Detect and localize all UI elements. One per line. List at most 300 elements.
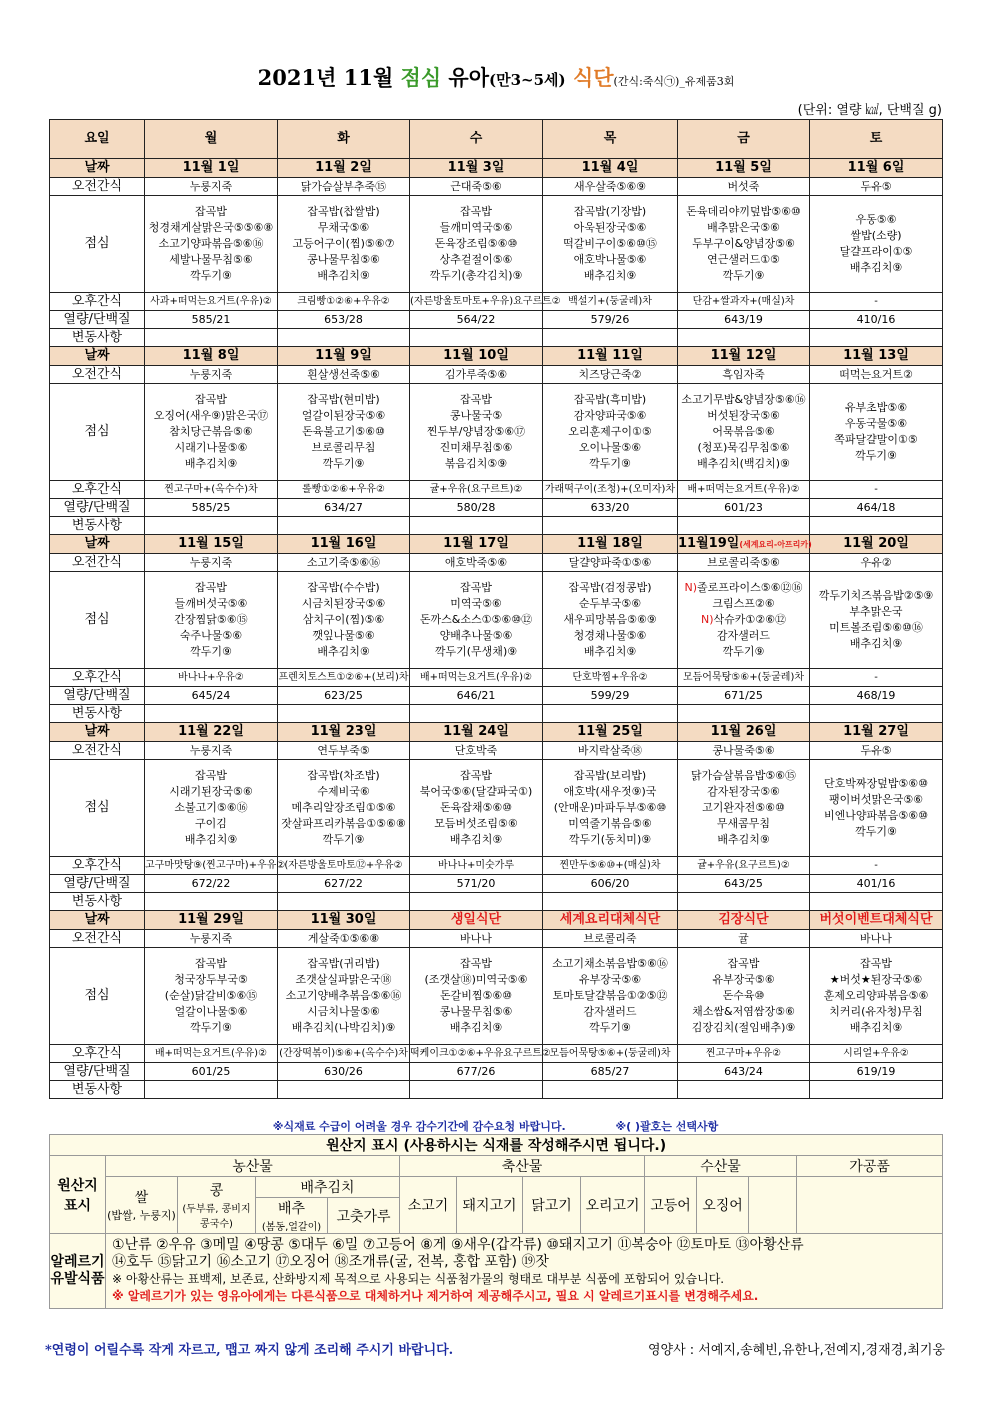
kcal-row — [50, 499, 943, 517]
lunch-item: 시래기나물⑤⑥ — [174, 441, 248, 454]
date-text: 11월 24일 — [443, 724, 509, 739]
lunch-item: 감자샐러드 — [716, 629, 771, 642]
kcal-cell: 606/20 — [543, 875, 678, 893]
pm-snack-cell: 찐고구마+(옥수수)차 — [145, 481, 278, 499]
am-snack-cell: 애호박죽⑤⑥ — [410, 554, 543, 572]
lunch-item: 무새콤무침 — [716, 817, 771, 830]
am-snack-cell: 누룽지죽 — [145, 742, 278, 760]
chg-label: 변동사항 — [50, 329, 145, 347]
lunch-item: 팽이버섯맑은국⑤⑥ — [828, 793, 924, 806]
lunch-item: 얼갈이된장국⑤⑥ — [301, 409, 386, 422]
lunch-item: 깍두기⑨ — [589, 457, 631, 470]
date-cell — [145, 723, 278, 742]
lunch-item: 잡곡밥(보리밥) — [573, 769, 647, 782]
am-snack-cell: 소고기죽⑤⑥⑯ — [278, 554, 410, 572]
lunch-item: 수제비국⑥ — [317, 785, 370, 798]
am-snack-cell: 귤 — [678, 930, 810, 948]
rice-cell: 쌀 (밥쌀, 누룽지) — [106, 1177, 178, 1234]
pm-snack-cell: 바나나+우유② — [145, 669, 278, 687]
am-snack-cell: 콩나물죽⑤⑥ — [678, 742, 810, 760]
lunch-item: 배추김치⑨ — [317, 645, 370, 658]
lunch-item: (청포)묵김무침⑤⑥ — [697, 441, 790, 454]
lunch-cell — [810, 196, 943, 293]
lunch-cell — [810, 760, 943, 857]
pm-row — [50, 857, 943, 875]
lunch-cell — [410, 572, 543, 669]
meat-chicken: 닭고기 — [523, 1177, 581, 1234]
lunch-item: 유부장국⑤⑥ — [578, 973, 642, 986]
lunch-item: 잡곡밥 — [860, 957, 892, 970]
lunch-item: 깍두기(동치미)⑨ — [568, 833, 652, 846]
pm-row — [50, 1045, 943, 1063]
date-text: 11월 2일 — [315, 160, 372, 175]
lunch-item: 애호박나물⑤⑥ — [573, 253, 647, 266]
lunch-item: 돈육불고기⑤⑥⑩ — [302, 425, 385, 438]
lunch-label: 점심 — [50, 948, 145, 1045]
date-cell — [810, 911, 943, 930]
lunch-item: 무채국⑤⑥ — [317, 221, 370, 234]
am-snack-cell: 누룽지죽 — [145, 930, 278, 948]
lunch-cell — [543, 948, 678, 1045]
kcal-cell: 464/18 — [810, 499, 943, 517]
lunch-item: N)졸로프라이스⑤⑥⑫⑯ — [684, 581, 803, 594]
chg-label: 변동사항 — [50, 893, 145, 911]
kcal-cell: 585/25 — [145, 499, 278, 517]
lunch-item: 깍두기⑨ — [589, 1021, 631, 1034]
kcal-cell: 623/25 — [278, 687, 410, 705]
fish-squid: 오징어 — [697, 1177, 749, 1234]
date-cell — [278, 159, 410, 178]
lunch-item: 들깨버섯국⑤⑥ — [174, 597, 248, 610]
pm-snack-cell: 바나나+미숫가루 — [410, 857, 543, 875]
am-snack-cell: 바지락살죽⑱ — [543, 742, 678, 760]
lunch-item: 잡곡밥(수수밥) — [307, 581, 380, 594]
lunch-item: 깍두기치즈볶음밥②⑤⑨ — [818, 589, 934, 602]
lunch-item: 돈육데리야끼덮밥⑤⑥⑩ — [686, 205, 801, 218]
lunch-label: 점심 — [50, 196, 145, 293]
lunch-item: 참치당근볶음⑤⑥ — [169, 425, 253, 438]
lunch-item: 토마토달걀볶음①②⑤⑫ — [552, 989, 668, 1002]
date-cell — [145, 535, 278, 554]
lunch-item: 메추리알장조림①⑤⑥ — [291, 801, 396, 814]
lunch-item: 돈육잡채⑤⑥⑩ — [439, 801, 513, 814]
date-cell — [678, 911, 810, 930]
pm-snack-cell: 사과+떠먹는요거트(우유)② — [145, 293, 278, 311]
kcal-label: 열량/단백질 — [50, 687, 145, 705]
kcal-label: 열량/단백질 — [50, 1063, 145, 1081]
lunch-item: (조갯살⑱)미역국⑤⑥ — [424, 973, 528, 986]
changes-cell — [810, 517, 943, 535]
date-text: 11월 4일 — [581, 160, 639, 175]
pm-snack-cell: 배+떠먹는요거트(우유)② — [410, 669, 543, 687]
pm-snack-cell: 모듬어묵탕⑤⑥+(둥굴레)차 — [543, 1045, 678, 1063]
chg-label: 변동사항 — [50, 705, 145, 723]
date-cell — [410, 723, 543, 742]
lunch-item: 배추김치⑨ — [449, 833, 503, 846]
am-snack-cell: 우유② — [810, 554, 943, 572]
lunch-label: 점심 — [50, 384, 145, 481]
kcal-cell: 633/20 — [543, 499, 678, 517]
am-label: 오전간식 — [50, 366, 145, 384]
date-cell — [278, 347, 410, 366]
header-1: 월 — [145, 120, 278, 159]
pm-snack-cell: 배+떠먹는요거트(우유)② — [145, 1045, 278, 1063]
lunch-item: 돈까스&소스①⑤⑥⑩⑫ — [419, 613, 533, 626]
kcal-cell: 653/28 — [278, 311, 410, 329]
kcal-cell: 643/19 — [678, 311, 810, 329]
lunch-item: 연근샐러드①⑤ — [707, 253, 780, 266]
pm-row — [50, 481, 943, 499]
lunch-item: 감자샐러드 — [583, 1005, 637, 1018]
lunch-label: 점심 — [50, 760, 145, 857]
date-text: 11월 15일 — [178, 536, 244, 551]
lunch-item: 배추김치⑨ — [184, 457, 238, 470]
lunch-item: 깍두기⑨ — [855, 449, 897, 462]
lunch-item: 깍두기⑨ — [190, 269, 232, 282]
origin-label: 원산지 표시 — [50, 1156, 106, 1234]
meat-beef: 소고기 — [400, 1177, 457, 1234]
date-text: 11월 6일 — [847, 160, 905, 175]
date-text: 11월 29일 — [178, 912, 244, 927]
date-text: 11월 20일 — [843, 536, 909, 551]
date-label: 날짜 — [50, 347, 145, 366]
lunch-item: 훈제오리양파볶음⑤⑥ — [823, 989, 929, 1002]
changes-cell — [810, 893, 943, 911]
lunch-item: 잡곡밥(기장밥) — [573, 205, 647, 218]
lunch-item: 미역국⑤⑥ — [450, 597, 502, 610]
header-4: 목 — [543, 120, 678, 159]
kcal-cell: 410/16 — [810, 311, 943, 329]
pm-snack-cell: (자른방울토마토⑫+우유② — [278, 857, 410, 875]
lunch-item: 구이김 — [195, 817, 227, 830]
am-label: 오전간식 — [50, 554, 145, 572]
chg-label: 변동사항 — [50, 1081, 145, 1099]
lunch-item: N)삭슈카①②⑥⑫ — [701, 613, 786, 626]
date-text: 11월 22일 — [178, 724, 244, 739]
lunch-cell — [145, 948, 278, 1045]
date-label: 날짜 — [50, 159, 145, 178]
lunch-item: 치커리(유자청)무침 — [829, 1005, 923, 1018]
lunch-item: 잡곡밥(현미밥) — [307, 393, 380, 406]
date-cell — [278, 535, 410, 554]
lunch-item: ★버섯★된장국⑤⑥ — [829, 973, 923, 986]
date-row — [50, 911, 943, 930]
lunch-cell — [278, 572, 410, 669]
lunch-item: 잡곡밥(찹쌀밥) — [307, 205, 380, 218]
kcal-cell: 643/24 — [678, 1063, 810, 1081]
chg-label: 변동사항 — [50, 517, 145, 535]
pm-snack-cell: 단감+쌀과자+(매실)차 — [678, 293, 810, 311]
changes-cell — [543, 705, 678, 723]
kcal-cell: 672/22 — [145, 875, 278, 893]
chg-row — [50, 517, 943, 535]
lunch-item: 깍두기(무생채)⑨ — [434, 645, 518, 658]
kimchi-cell: 배추김치 — [256, 1177, 400, 1198]
kcal-label: 열량/단백질 — [50, 311, 145, 329]
changes-cell — [543, 329, 678, 347]
am-snack-cell: 두유⑤ — [810, 742, 943, 760]
allergy-label: 알레르기유발식품 — [50, 1234, 106, 1309]
changes-cell — [678, 705, 810, 723]
lunch-cell — [543, 196, 678, 293]
changes-cell — [810, 329, 943, 347]
am-row — [50, 366, 943, 384]
lunch-item: 잡곡밥 — [460, 769, 492, 782]
lunch-cell — [410, 384, 543, 481]
am-snack-cell: 치즈당근죽② — [543, 366, 678, 384]
kcal-label: 열량/단백질 — [50, 875, 145, 893]
lunch-cell — [145, 572, 278, 669]
changes-cell — [678, 329, 810, 347]
lunch-item: 깍두기⑨ — [722, 269, 765, 282]
pm-label: 오후간식 — [50, 1045, 145, 1063]
allergy-list: ①난류 ②우유 ③메밀 ④땅콩 ⑤대두 ⑥밀 ⑦고등어 ⑧게 ⑨새우(갑각류) ⑩돼지고기 ⑪복숭아 ⑫토마토 ⑬아황산류 ⑭호두 ⑮닭고기 ⑯소고기 ⑰오징어 ⑱조개류(굴, 전복, 홍합 포함) ⑲잣 ※ 아황산류는 표백제, 보존료, 산화방지제 목적으로 사용되는 식품첨가물의 형태로 대부분 식품에 포함되어 있습니다. ※ 알레르기가 있는 영유아에게는 다른식품으로 대체하거나 제거하여 제공해주시고, 필요 시 알레르기표시를 변경해주세요. — [106, 1234, 943, 1309]
lunch-cell — [410, 196, 543, 293]
lunch-cell — [678, 196, 810, 293]
meat-pork: 돼지고기 — [457, 1177, 523, 1234]
lunch-item: 쪽파달걀말이①⑤ — [834, 433, 918, 446]
changes-cell — [410, 329, 543, 347]
kcal-cell: 643/25 — [678, 875, 810, 893]
lunch-item: 볶음김치⑤⑨ — [444, 457, 508, 470]
lunch-item: 시래기된장국⑤⑥ — [169, 785, 253, 798]
header-3: 수 — [410, 120, 543, 159]
lunch-cell — [145, 760, 278, 857]
lunch-item: 단호박짜장덮밥⑤⑥⑩ — [824, 777, 928, 790]
lunch-item: 콩나물무침⑤⑥ — [439, 1005, 513, 1018]
changes-cell — [145, 893, 278, 911]
lunch-item: 깍두기⑨ — [190, 1021, 232, 1034]
lunch-item: 배추김치⑨ — [583, 269, 637, 282]
lunch-item: 배추김치(백김치)⑨ — [697, 457, 790, 470]
changes-cell — [278, 517, 410, 535]
date-cell — [145, 347, 278, 366]
lunch-item: 배추맑은국⑤⑥ — [707, 221, 780, 234]
kcal-cell: 579/26 — [543, 311, 678, 329]
lunch-item: 세발나물무침⑤⑥ — [169, 253, 253, 266]
lunch-item: 잡곡밥 — [195, 957, 227, 970]
pm-snack-cell: - — [810, 293, 943, 311]
lunch-item: 쌀밥(소량) — [850, 229, 902, 242]
am-snack-cell: 새우살죽⑤⑥⑨ — [543, 178, 678, 196]
pm-snack-cell: 모듬어묵탕⑤⑥+(둥굴레)차 — [678, 669, 810, 687]
lunch-item: 콩나물무침⑤⑥ — [307, 253, 380, 266]
kcal-row — [50, 1063, 943, 1081]
lunch-item: 배추김치⑨ — [849, 261, 903, 274]
date-cell — [145, 159, 278, 178]
lunch-item: 소고기채소볶음밥⑤⑥⑯ — [552, 957, 668, 970]
lunch-item: 잡곡밥 — [195, 581, 227, 594]
lunch-item: 우동⑤⑥ — [855, 213, 897, 226]
lunch-cell — [145, 196, 278, 293]
lunch-item: 부추맑은국 — [849, 605, 903, 618]
am-snack-cell: 게살죽①⑤⑥⑧ — [278, 930, 410, 948]
pm-row — [50, 293, 943, 311]
date-row — [50, 535, 943, 554]
lunch-item: 떡갈비구이⑤⑥⑩⑮ — [563, 237, 657, 250]
date-text: 11월 9일 — [315, 348, 372, 363]
lunch-label: 점심 — [50, 572, 145, 669]
kcal-cell: 599/29 — [543, 687, 678, 705]
lunch-item: 배추김치⑨ — [449, 1021, 503, 1034]
lunch-item: 오이나물⑤⑥ — [578, 441, 642, 454]
lunch-item: 찐두부/양념장⑤⑥⑰ — [426, 425, 526, 438]
date-cell — [810, 347, 943, 366]
lunch-item: 배추김치⑨ — [317, 269, 370, 282]
lunch-item: 잡곡밥 — [727, 957, 760, 970]
pm-snack-cell: 롤빵①②⑥+우유② — [278, 481, 410, 499]
kcal-cell: 634/27 — [278, 499, 410, 517]
lunch-row — [50, 196, 943, 293]
lunch-item: 깍두기⑨ — [190, 645, 232, 658]
dietitians: 영양사 : 서예지,송혜빈,유한나,전예지,경재경,최기웅 — [647, 1343, 945, 1358]
page-title: 2021년 11월 점심 유아(만3~5세) 식단(간식:죽식㉠)_유제품3회 — [257, 65, 735, 90]
kcal-cell: 401/16 — [810, 875, 943, 893]
footnote: ※식재료 수급이 어려울 경우 감수기간에 감수요청 바랍니다. ※( )괄호는 선택사항 — [272, 1120, 719, 1133]
am-snack-cell: 김가루죽⑤⑥ — [410, 366, 543, 384]
group-processed: 가공품 — [797, 1156, 943, 1177]
lunch-item: 달걀프라이①⑤ — [839, 245, 913, 258]
origin-title: 원산지 표시 (사용하시는 식재를 작성해주시면 됩니다.) — [50, 1135, 943, 1156]
lunch-item: 얼갈이나물⑤⑥ — [174, 1005, 248, 1018]
am-label: 오전간식 — [50, 178, 145, 196]
lunch-cell — [278, 948, 410, 1045]
changes-cell — [278, 705, 410, 723]
date-text: 11월 10일 — [443, 348, 509, 363]
date-text: 세계요리대체식단 — [559, 912, 661, 927]
group-livestock: 축산물 — [400, 1156, 645, 1177]
pm-label: 오후간식 — [50, 293, 145, 311]
date-text: 11월 18일 — [577, 536, 643, 551]
kcal-row — [50, 687, 943, 705]
bottom-note — [45, 1339, 945, 1358]
date-cell — [278, 723, 410, 742]
lunch-item: 소불고기⑤⑥⑯ — [174, 801, 248, 814]
am-snack-cell: 두유⑤ — [810, 178, 943, 196]
date-text: 11월 11일 — [577, 348, 643, 363]
lunch-item: 잡곡밥 — [460, 205, 492, 218]
date-text: 11월 1일 — [182, 160, 240, 175]
kcal-cell: 601/25 — [145, 1063, 278, 1081]
changes-cell — [145, 1081, 278, 1099]
lunch-row — [50, 760, 943, 857]
pm-snack-cell: 찐고구마+우유② — [678, 1045, 810, 1063]
date-extra: (세계요리-아프리카) — [739, 539, 812, 549]
group-fish: 수산물 — [645, 1156, 797, 1177]
lunch-item: 비엔나양파볶음⑤⑥⑩ — [824, 809, 928, 822]
am-snack-cell: 닭가슴살부추죽⑮ — [278, 178, 410, 196]
changes-cell — [543, 517, 678, 535]
lunch-item: 애호박(새우젓⑨)국 — [563, 785, 657, 798]
lunch-item: 간장찜닭⑤⑥⑮ — [174, 613, 248, 626]
date-cell — [543, 159, 678, 178]
kcal-row — [50, 311, 943, 329]
date-cell — [543, 723, 678, 742]
lunch-item: 채소쌈&저염쌈장⑤⑥ — [692, 1005, 795, 1018]
changes-cell — [278, 1081, 410, 1099]
am-snack-cell: 떠먹는요거트② — [810, 366, 943, 384]
lunch-item: 아욱된장국⑤⑥ — [573, 221, 647, 234]
lunch-item: 상추겉절이⑤⑥ — [439, 253, 513, 266]
pm-snack-cell: (간장떡볶이)⑤⑥+(옥수수)차 — [278, 1045, 410, 1063]
changes-cell — [810, 1081, 943, 1099]
lunch-item: 소고기양배추볶음⑤⑥⑯ — [285, 989, 402, 1002]
date-text: 김장식단 — [718, 912, 769, 927]
lunch-item: (안매운)마파두부⑤⑥⑩ — [553, 801, 667, 814]
date-text: 11월 3일 — [447, 160, 505, 175]
lunch-cell — [678, 572, 810, 669]
lunch-item: 깍두기⑨ — [322, 833, 365, 846]
am-row — [50, 178, 943, 196]
am-snack-cell: 단호박죽 — [410, 742, 543, 760]
am-snack-cell: 근대죽⑤⑥ — [410, 178, 543, 196]
lunch-item: 새우피망볶음⑤⑥⑨ — [563, 613, 657, 626]
pm-snack-cell: 단호박찜+우유② — [543, 669, 678, 687]
lunch-item: 두부구이&양념장⑤⑥ — [692, 237, 795, 250]
date-cell — [678, 723, 810, 742]
lunch-item: 고등어구이(찜)⑤⑥⑦ — [292, 237, 395, 250]
chg-row — [50, 705, 943, 723]
kcal-cell: 571/20 — [410, 875, 543, 893]
changes-cell — [810, 705, 943, 723]
am-snack-cell: 달걀양파죽①⑤⑥ — [543, 554, 678, 572]
changes-cell — [543, 893, 678, 911]
am-label: 오전간식 — [50, 930, 145, 948]
pm-label: 오후간식 — [50, 669, 145, 687]
lunch-item: 돈갈비찜⑤⑥⑩ — [439, 989, 513, 1002]
lunch-cell — [278, 196, 410, 293]
bean-cell: 콩 (두부류, 콩비지콩국수) — [178, 1177, 256, 1234]
date-cell — [145, 911, 278, 930]
date-text: 11월 12일 — [710, 348, 777, 363]
lunch-item: 미역줄기볶음⑤⑥ — [568, 817, 652, 830]
kcal-cell: 645/24 — [145, 687, 278, 705]
meat-duck: 오리고기 — [581, 1177, 645, 1234]
lunch-item: 감자된장국⑤⑥ — [707, 785, 780, 798]
lunch-item: 크림스프②⑥ — [712, 597, 775, 610]
lunch-item: 깍두기(총각김치)⑨ — [429, 269, 523, 282]
lunch-item: 유부초밥⑤⑥ — [844, 401, 908, 414]
lunch-item: 들깨미역국⑤⑥ — [439, 221, 513, 234]
pm-snack-cell: (자른방울토마토+우유)요구르트② — [410, 293, 543, 311]
pm-snack-cell: 찐만두⑤⑥⑩+(매실)차 — [543, 857, 678, 875]
pm-label: 오후간식 — [50, 481, 145, 499]
lunch-item: 잣살파프리카볶음①⑤⑥⑧ — [281, 817, 406, 830]
lunch-item: 숙주나물⑤⑥ — [179, 629, 243, 642]
pm-snack-cell: 크림빵①②⑥+우유② — [278, 293, 410, 311]
lunch-cell — [543, 760, 678, 857]
lunch-item: 깍두기⑨ — [322, 457, 365, 470]
lunch-cell — [678, 760, 810, 857]
lunch-item: 조갯살실파맑은국⑱ — [295, 973, 392, 986]
lunch-item: 닭가슴살볶음밥⑤⑥⑮ — [690, 769, 797, 782]
date-label: 날짜 — [50, 911, 145, 930]
lunch-item: 배추김치⑨ — [849, 637, 903, 650]
kcal-cell: 468/19 — [810, 687, 943, 705]
kcal-cell: 646/21 — [410, 687, 543, 705]
am-snack-cell: 바나나 — [810, 930, 943, 948]
menu-table — [49, 119, 943, 1099]
pm-snack-cell: 프렌치토스트①②⑥+(보리)차 — [278, 669, 410, 687]
lunch-item: 청국장두부국⑤ — [174, 973, 248, 986]
changes-cell — [678, 893, 810, 911]
am-label: 오전간식 — [50, 742, 145, 760]
lunch-item: 배추김치⑨ — [717, 833, 770, 846]
lunch-item: 브로콜리무침 — [311, 441, 376, 454]
date-row — [50, 723, 943, 742]
date-text: 11월 30일 — [310, 912, 377, 927]
kcal-cell: 580/28 — [410, 499, 543, 517]
